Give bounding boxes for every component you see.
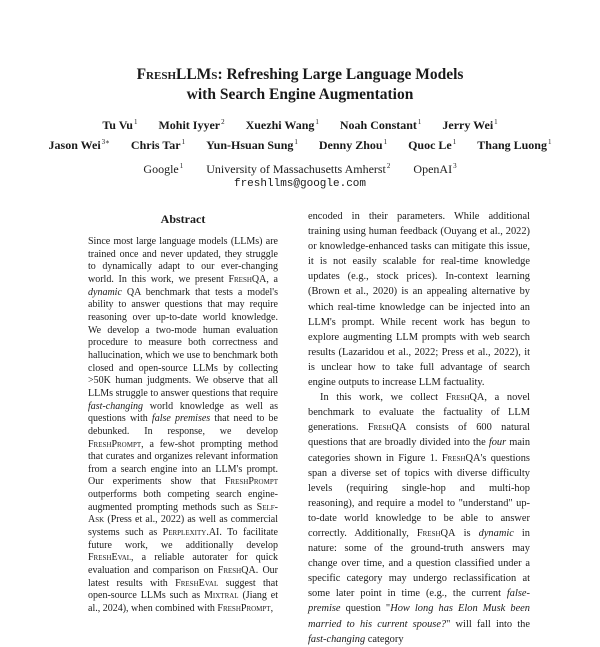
author: Quoc Le$^1$ <box>408 138 457 152</box>
intro-paragraph-2: In this work, we collect FreshQA, a novel benchmark to evaluate the factuality of LLM generations. FreshQA consists of 600 natural questions that are broadly divided into the four main categories shown in Figure 1. FreshQA's questions span a diverse set of topics with diverse difficulty levels (requiring single-hop and multi-hop reasoning), and require a model to "understand" up-to-date world knowledge to be able to answer correctly. Additionally, FreshQA is dynamic in nature: some of the ground-truth answers may change over time, and a question classified under a specific category may undergo reclassification at some later point in time (e.g., the current false-premise question "How long has Elon Musk been married to his current spouse?" will fall into the fast-changing category <box>308 392 531 645</box>
affiliation: University of Massachusetts Amherst$^2$ <box>206 162 391 176</box>
affiliation-list <box>0 162 600 177</box>
affiliation: OpenAI$^3$ <box>413 162 457 176</box>
abstract-paragraph: Since most large language models (LLMs) are trained once and never updated, they struggle to dynamically adapt to our ever-changing world. In this work, we present FreshQA, a dynamic QA benchmark that tests a model's ability to answer questions that may require reasoning over up-to-date world knowledge. We develop a two-mode human evaluation procedure to measure both correctness and hallucination, which we use to benchmark both closed and open-source LLMs by collecting >50K human judgments. We observe that all LLMs struggle to answer questions that require fast-changing world knowledge as well as questions with false premises that need to be debunked. In response, we develop FreshPrompt, a few-shot prompting method that curates and organizes relevant information from a search engine into an LLM's prompt. Our experiments show that FreshPrompt outperforms both competing search engine-augmented prompting methods such as Self-Ask (Press et al., 2022) as well as commercial systems such as Perplexity.AI. To facilitate future work, we additionally develop FreshEval, a reliable autorater for quick evaluation and comparison on FreshQA. Our latest results with FreshEval suggest that open-source LLMs such as Mixtral (Jiang et al., 2024), when combined with FreshPrompt, <box>88 236 278 615</box>
author: Yun-Hsuan Sung$^1$ <box>206 138 298 152</box>
author: Chris Tar$^1$ <box>130 138 186 152</box>
author: Jason Wei$^{3∗}$ <box>48 138 110 152</box>
author: Jerry Wei$^1$ <box>442 118 498 132</box>
author: Xuezhi Wang$^1$ <box>245 118 319 132</box>
abstract-body <box>88 236 278 616</box>
intro-paragraph-1: encoded in their parameters. While additional training using human feedback (Ouyang et al., 2022) or knowledge-enhanced tasks can mitigate this issue, it is not easily scalable for real-time knowledge updates (e.g., stock prices). In-context learning (Brown et al., 2020) is an appealing alternative by which real-time knowledge can be injected into an LLM's prompt. While recent work has begun to explore augmenting LLM prompts with web search results (Lazaridou et al., 2022; Press et al., 2022), it is unclear how to take full advantage of search engine outputs to increase LLM factuality. <box>308 211 530 389</box>
abstract-heading: Abstract <box>160 212 206 226</box>
author: Denny Zhou$^1$ <box>318 138 388 152</box>
paper-title-line1: FreshLLMs: Refreshing Large Language Models <box>136 66 464 83</box>
author: Thang Luong$^1$ <box>477 138 552 152</box>
introduction-column <box>308 209 530 647</box>
author: Tu Vu$^1$ <box>102 118 138 132</box>
author-list-row1 <box>0 118 600 133</box>
author: Noah Constant$^1$ <box>339 118 422 132</box>
author-list-row2 <box>0 138 600 153</box>
paper-title-line2: with Search Engine Augmentation <box>186 86 414 103</box>
contact-email[interactable]: freshllms@google.com <box>233 178 367 190</box>
author: Mohit Iyyer$^2$ <box>158 118 225 132</box>
affiliation: Google$^1$ <box>143 162 184 176</box>
